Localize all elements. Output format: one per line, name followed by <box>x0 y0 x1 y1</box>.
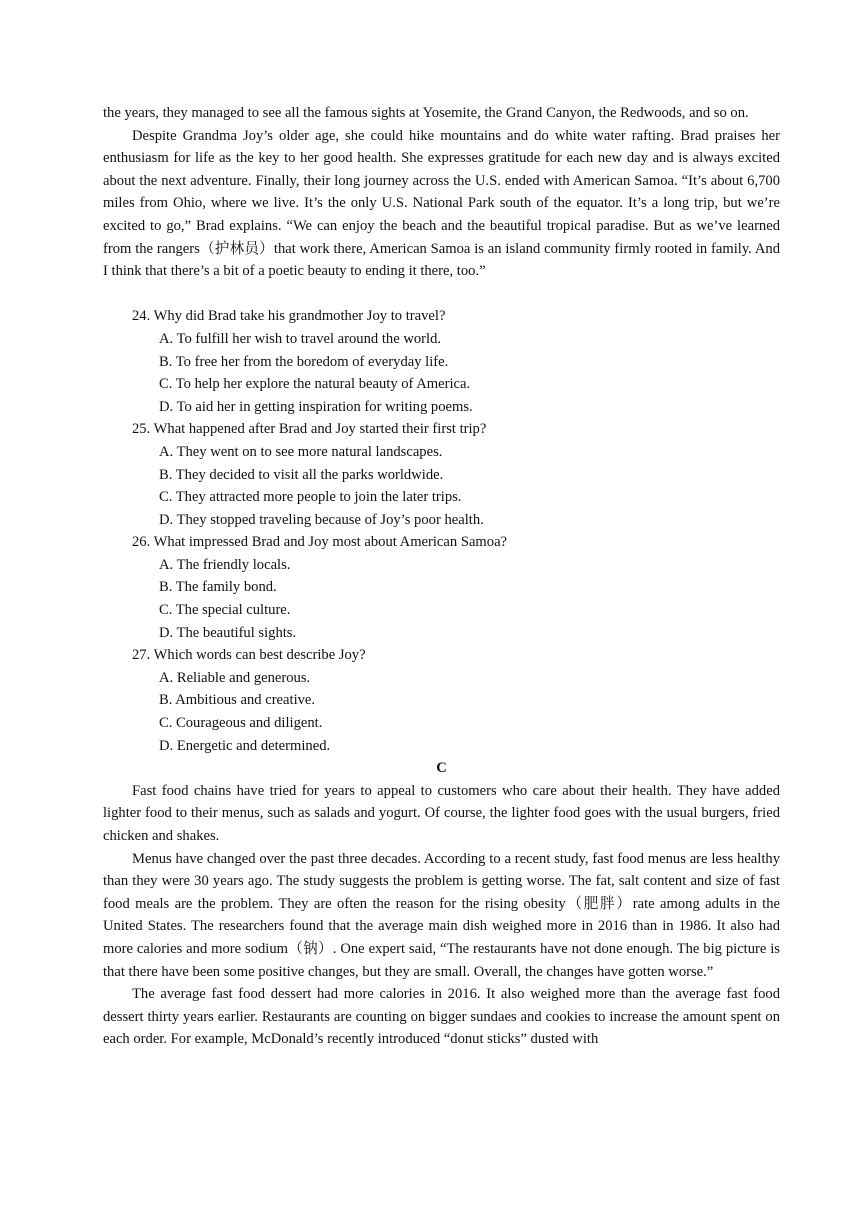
option-a: A. They went on to see more natural landscapes. <box>159 443 443 460</box>
option-a: A. To fulfill her wish to travel around the world. <box>159 330 442 347</box>
passage-c <box>103 757 780 1051</box>
option-a: A. Reliable and generous. <box>159 669 311 686</box>
question-stem: 25. What happened after Brad and Joy started their first trip? <box>132 421 487 438</box>
question-stem: 26. What impressed Brad and Joy most about American Samoa? <box>132 534 508 551</box>
option-c: C. To help her explore the natural beauty of America. <box>159 376 471 393</box>
passage-b <box>103 102 780 283</box>
option-b: B. To free her from the boredom of everyday life. <box>159 353 449 370</box>
option-c: C. They attracted more people to join the later trips. <box>159 489 462 506</box>
passage-c-paragraph-2: Menus have changed over the past three decades. According to a recent study, fast food menus are less healthy than they were 30 years ago. The study suggests the problem is getting worse. The fat, salt content and size of fast food meals are the problem. They are often the reason for the rising obesity（肥胖）rate among adults in the United States. The researchers found that the average main dish weighed more in 2016 than in 1986. It also had more calories and more sodium（钠）. One expert said, “The restaurants have not done enough. The big picture is that there have been some positive changes, but they are small. Overall, the changes have gotten worse.” <box>103 850 780 980</box>
option-c: C. The special culture. <box>159 602 291 619</box>
option-a: A. The friendly locals. <box>159 556 291 573</box>
section-title: C <box>436 760 447 777</box>
question-25 <box>103 418 780 531</box>
option-d: D. To aid her in getting inspiration for writing poems. <box>159 398 473 415</box>
passage-b-paragraph-1: the years, they managed to see all the famous sights at Yosemite, the Grand Canyon, the Redwoods, and so on. <box>103 105 749 121</box>
option-b: B. The family bond. <box>159 579 277 596</box>
question-stem: 24. Why did Brad take his grandmother Joy to travel? <box>132 308 446 325</box>
question-26 <box>103 531 780 644</box>
option-d: D. They stopped traveling because of Joy’s poor health. <box>159 511 484 528</box>
option-b: B. Ambitious and creative. <box>159 692 316 709</box>
questions-section <box>103 305 780 757</box>
option-d: D. The beautiful sights. <box>159 624 297 641</box>
passage-b-paragraph-2: Despite Grandma Joy’s older age, she could hike mountains and do white water rafting. Brad praises her enthusiasm for life as the key to her good health. She expresses gratitude for each new day and is always excited about the next adventure. Finally, their long journey across the U.S. ended with American Samoa. “It’s about 6,700 miles from Ohio, where we live. It’s the only U.S. National Park south of the equator. It’s a long trip, but we’re excited to go,” Brad explains. “We can enjoy the beach and the beautiful tropical paradise. But as we’ve learned from the rangers（护林员）that work there, American Samoa is an island community firmly rooted in family. And I think that there’s a bit of a poetic beauty to ending it there, too.” <box>103 127 780 280</box>
option-b: B. They decided to visit all the parks worldwide. <box>159 466 444 483</box>
passage-c-paragraph-1: Fast food chains have tried for years to appeal to customers who care about their health. They have added lighter food to their menus, such as salads and yogurt. Of course, the lighter food goes with the usual burgers, fried chicken and shakes. <box>103 782 780 844</box>
option-d: D. Energetic and determined. <box>159 737 331 754</box>
question-stem: 27. Which words can best describe Joy? <box>132 647 366 664</box>
question-27 <box>103 644 780 757</box>
question-24 <box>103 305 780 418</box>
spacer <box>103 283 780 306</box>
option-c: C. Courageous and diligent. <box>159 715 323 732</box>
passage-c-paragraph-3: The average fast food dessert had more calories in 2016. It also weighed more than the average fast food dessert thirty years earlier. Restaurants are counting on bigger sundaes and cookies to increase the amount spent on each order. For example, McDonald’s recently introduced “donut sticks” dusted with <box>103 986 780 1048</box>
